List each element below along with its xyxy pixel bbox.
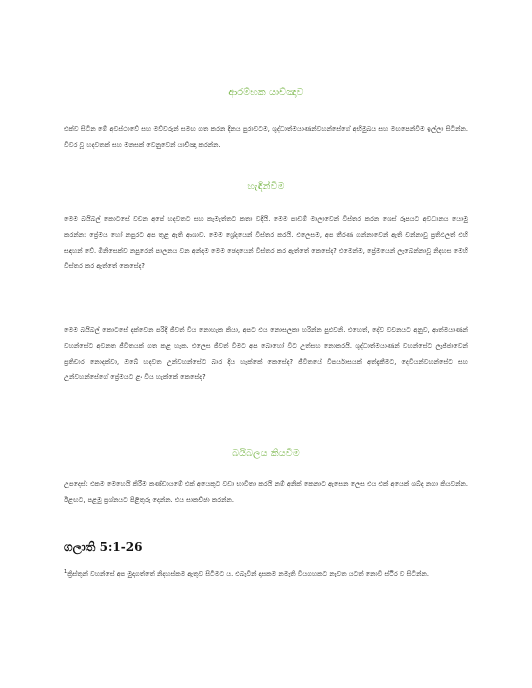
opening-prayer-paragraph: එක්ව සිටින මේ අවස්ථාවේ සහ මව්වරුන් සමඟ ගත කරන දිනය පුරාවටම, ශුද්ධාත්මයාණන්වහන්සේගේ අභිමුඛය සහ මඟපෙන්වීම ඉල්ලා සිටින්න. විවර වූ හදවතක් සහ මනසක් වෙනුවෙන් යාච්ඤා කරන්න. — [64, 125, 468, 149]
introduction-paragraph-1: මෙම බයිබල් කොටසේ වචන අපේ හදවතට සහ කැමැත්තට කතා වදියි. මෙම පාඩම් මාලාවෙන් විස්තර කරන ශෙස් රූපයට අවධානය යොමු කරන්න: ප්‍රේමය හෝ නපුරට අප තුළ ඇති ආශාව. මෙම ශ්‍රේදයෙන් විස්තර කරයි. එලෙසම, අප තීරණ ගන්නාවෙන් ඇති චන්නාවු ප්‍රතිඵලත් එහි සඳහන් වේ. මිනිසෙක්ව නපුරෙන් පාලනය වන අන්දම මෙම ඡෙදයෙන් විස්තර කර ඇත්තේ කෙසේද? එමෙන්ම, ප්‍රේමයෙන් ලැබෙන්නාවූ නිදහස මෙහි විස්තර කර ඇත්තේ කෙසේද? — [64, 215, 468, 271]
scripture-title: ගලාති 5:1-26 — [64, 540, 143, 554]
introduction-heading: හැඳින්වීම — [247, 181, 285, 192]
scripture-verse — [64, 567, 468, 583]
opening-prayer-heading: ආරම්භක යාච්ඤාව — [228, 87, 304, 98]
verse-number: 1 — [64, 568, 68, 575]
bible-reading-heading: බයිබලය කියවීම — [232, 448, 300, 459]
verse-text: ක්‍රිස්තුන් වහන්සේ අප මුදාගත්තේ නිදහස්කම ඇතුව සිටීමට ය. එබැවින් දාසකම නමැති වියගහකට නැවත යටත් නොවී ස්ථිර ව සිටින්න. — [67, 570, 429, 578]
bible-reading-instructions: උපදෙස්: එකම මෙහෙයි කිරීම කණ්ඩායමේ එක් අයෙකුට වඩා භාවිතා කරයි නම් අනික් කෙනාට ඇසෙන ලෙස එය එක් අයෙක් ශබ්ද නගා කියවන්න. ඊළඟට, පළමු ප්‍රශ්නයට පිළිතුරු දෙන්න. එය සාකච්ඡා කරන්න. — [64, 480, 468, 504]
introduction-paragraph-2: මෙම බයිබල් කොටසේ දක්වෙන පරිදි ජීවත් විය නොහැක කියා, අපට එය නොසලකා හරින්න පුළුවනි. එහෙත්, දේව වචනයට අනුව, ආත්මයාණන් වහන්සේට අවනත ජීවිතයක් ගත කළ හැක. එලෙස ජීවත් වීමට අප බොහෝ විට උත්සහ නොකරයි. ශුද්ධාත්මයාණන් වහන්සේට ලැජ්ජාවෙන් ප්‍රතිචාර නොදක්වා, ඔබේ හදවත උන්වහන්සේට බාර දිය හැක්කේ කෙසේද? ජීවිතයේ විපර්යාසයක් අත්දැකීමට, දෙවියන්වහන්සේට සහ උන්වහන්සේගේ ප්‍රේමයට ළං විය හැක්කේ කෙසේද? — [64, 326, 468, 382]
